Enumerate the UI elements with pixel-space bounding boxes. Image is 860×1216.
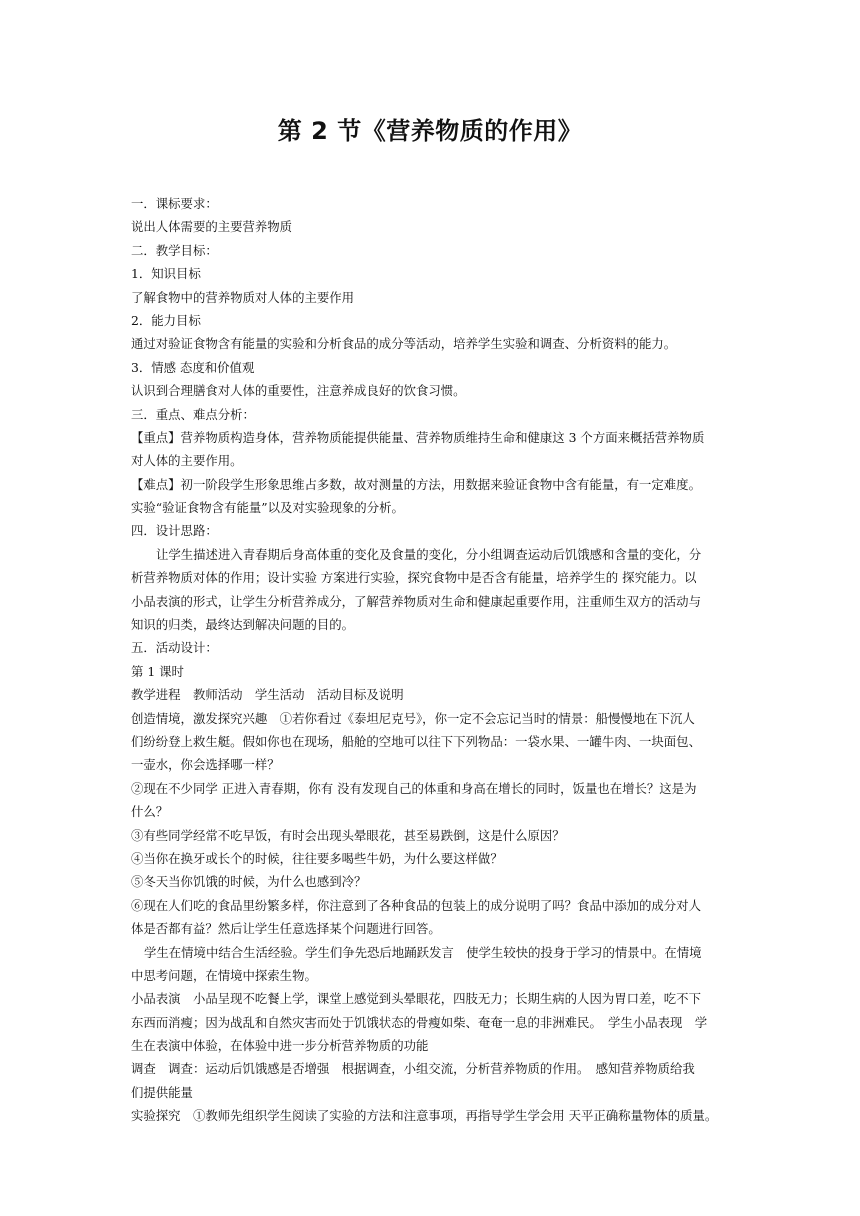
paragraph-line: ④当你在换牙或长个的时候，往往要多喝些牛奶，为什么要这样做？ [131, 850, 503, 866]
paragraph-line: 实验探究 ①教师先组织学生阅读了实验的方法和注意事项，再指导学生学会用 天平正确称量物体的质量。 [131, 1108, 718, 1124]
paragraph-line: 实验“验证食物含有能量”以及对实验现象的分析。 [131, 500, 404, 516]
paragraph-line: 一壶水，你会选择哪一样？ [131, 757, 280, 773]
paragraph-line: ⑤冬天当你饥饿的时候，为什么也感到冷？ [131, 874, 367, 890]
paragraph-line: 了解食物中的营养物质对人体的主要作用 [131, 289, 355, 305]
paragraph-line: 们纷纷登上救生艇。假如你也在现场，船舱的空地可以往下下列物品：一袋水果、一罐牛肉、一块面包、 [131, 733, 701, 749]
paragraph-line: 东西而消瘦；因为战乱和自然灾害而处于饥饿状态的骨瘦如柴、奄奄一息的非洲难民。 学生小品表现 学 [131, 1014, 708, 1030]
paragraph-line: 通过对验证食物含有能量的实验和分析食品的成分等活动，培养学生实验和调查、分析资料的能力。 [131, 336, 677, 352]
paragraph-line: 什么？ [131, 804, 169, 820]
paragraph-line: 中思考问题，在情境中探索生物。 [131, 967, 317, 983]
paragraph-line: ⑥现在人们吃的食品里纷繁多样，你注意到了各种食品的包装上的成分说明了吗？食品中添加的成分对人 [131, 897, 701, 913]
paragraph-line: 认识到合理膳食对人体的重要性，注意养成良好的饮食习惯。 [131, 383, 466, 399]
paragraph-line: 二．教学目标： [131, 242, 218, 258]
paragraph-line: ②现在不少同学 正进入青春期，你有 没有发现自己的体重和身高在增长的同时，饭量也在增长？这是为 [131, 780, 697, 796]
paragraph-line: 生在表演中体验，在体验中进一步分析营养物质的功能 [131, 1038, 429, 1054]
paragraph-line: 们提供能量 [131, 1084, 193, 1100]
paragraph-line: 一．课标要求： [131, 196, 218, 211]
paragraph-line: 2．能力目标 [131, 312, 201, 328]
paragraph-line: 1．知识目标 [131, 266, 201, 282]
paragraph-line: ③有些同学经常不吃早饭，有时会出现头晕眼花，甚至易跌倒，这是什么原因？ [131, 827, 565, 843]
paragraph-line: 说出人体需要的主要营养物质 [131, 219, 293, 235]
document-title: 第 2 节《营养物质的作用》 [277, 117, 583, 145]
paragraph-line: 三．重点、难点分析： [131, 406, 255, 422]
paragraph-line: 四．设计思路： [131, 523, 218, 539]
paragraph-line: 3．情感 态度和价值观 [131, 359, 255, 375]
paragraph-line: 五．活动设计： [131, 640, 218, 656]
paragraph-line: 析营养物质对体的作用；设计实验 方案进行实验，探究食物中是否含有能量，培养学生的 探究能力。以 [131, 570, 697, 586]
paragraph-line: 第 1 课时 [131, 663, 184, 679]
paragraph-line: 知识的归类，最终达到解决问题的目的。 [131, 617, 355, 633]
paragraph-line: 教学进程 教师活动 学生活动 活动目标及说明 [131, 687, 404, 703]
paragraph-line: 创造情境，激发探究兴趣 ①若你看过《泰坦尼克号》，你一定不会忘记当时的情景：船慢慢地在下沉人 [131, 710, 695, 726]
paragraph-line: 调查 调查：运动后饥饿感是否增强 根据调查，小组交流，分析营养物质的作用。 感知营养物质给我 [131, 1061, 695, 1077]
paragraph-line: 【重点】营养物质构造身体，营养物质能提供能量、营养物质维持生命和健康这 3 个方面来概括营养物质 [131, 429, 705, 445]
paragraph-line: 小品表演的形式，让学生分析营养成分，了解营养物质对生命和健康起重要作用，注重师生双方的活动与 [131, 593, 701, 609]
paragraph-line: 小品表演 小品呈现不吃餐上学，课堂上感觉到头晕眼花，四肢无力；长期生病的人因为胃口差，吃不下 [131, 991, 701, 1007]
document-body [131, 192, 746, 1128]
paragraph-line: 学生在情境中结合生活经验。学生们争先恐后地踊跃发言 使学生较快的投身于学习的情景中。在情境 [144, 944, 702, 960]
paragraph-line: 对人体的主要作用。 [131, 453, 243, 469]
paragraph-line: 【难点】初一阶段学生形象思维占多数，故对测量的方法，用数据来验证食物中含有能量，有一定难度。 [131, 476, 701, 492]
paragraph-line: 让学生描述进入青春期后身高体重的变化及食量的变化，分小组调查运动后饥饿感和含量的变化，分 [156, 546, 702, 562]
paragraph-line: 体是否都有益？然后让学生任意选择某个问题进行回答。 [131, 921, 441, 937]
